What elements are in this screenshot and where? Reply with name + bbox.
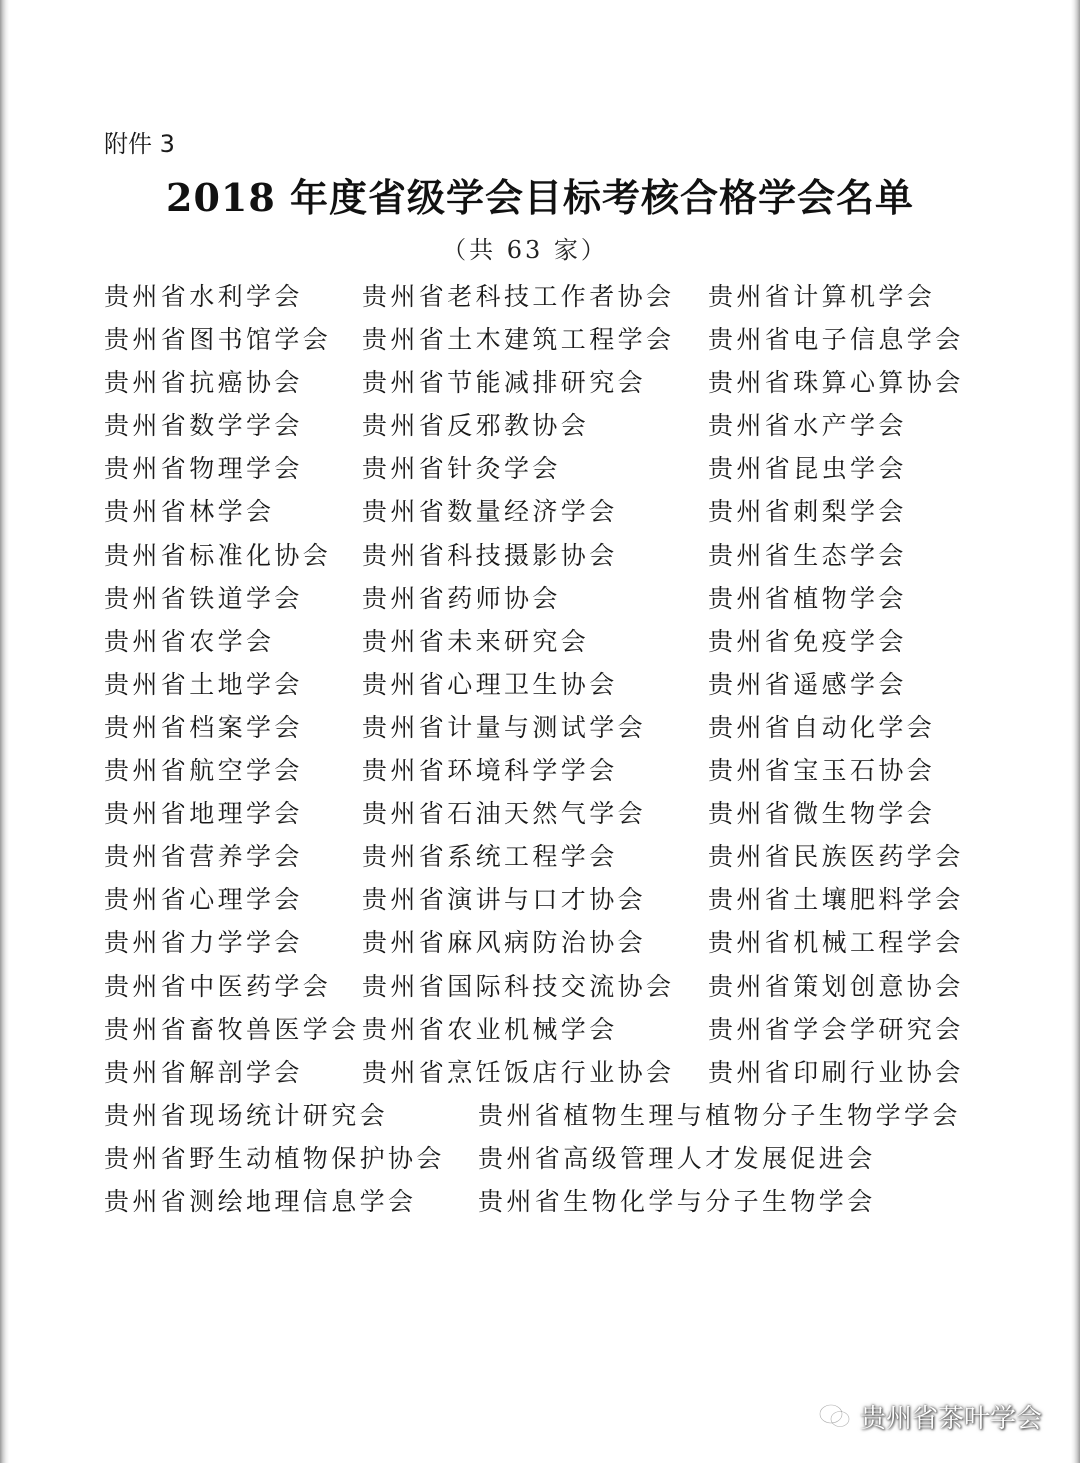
society-name: 贵州省中医药学会 <box>104 971 332 1001</box>
list-row-wide <box>104 1180 1004 1223</box>
society-name: 贵州省农业机械学会 <box>362 1014 618 1044</box>
list-row <box>104 921 1004 964</box>
wechat-icon <box>818 1402 852 1430</box>
society-name: 贵州省畜牧兽医学会 <box>104 1014 360 1044</box>
society-name: 贵州省图书馆学会 <box>104 325 332 355</box>
society-name: 贵州省环境科学学会 <box>362 756 618 786</box>
society-name: 贵州省标准化协会 <box>104 540 332 570</box>
list-row <box>104 706 1004 749</box>
society-name: 贵州省地理学会 <box>104 799 303 829</box>
list-row-wide <box>104 1137 1004 1180</box>
society-name: 贵州省免疫学会 <box>708 626 907 656</box>
society-name: 贵州省石油天然气学会 <box>362 799 647 829</box>
society-name: 贵州省物理学会 <box>104 454 303 484</box>
society-name: 贵州省机械工程学会 <box>708 928 964 958</box>
society-name: 贵州省印刷行业协会 <box>708 1057 964 1087</box>
society-name: 贵州省抗癌协会 <box>104 368 303 398</box>
list-row-wide <box>104 1094 1004 1137</box>
society-name: 贵州省心理卫生协会 <box>362 669 618 699</box>
society-name: 贵州省土地学会 <box>104 669 303 699</box>
attachment-label: 附件 3 <box>104 130 175 158</box>
list-row <box>104 534 1004 577</box>
society-name: 贵州省数量经济学会 <box>362 497 618 527</box>
list-row <box>104 792 1004 835</box>
list-row <box>104 749 1004 792</box>
society-name: 贵州省宝玉石协会 <box>708 756 936 786</box>
society-name: 贵州省刺梨学会 <box>708 497 907 527</box>
society-name: 贵州省老科技工作者协会 <box>362 282 675 311</box>
society-name: 贵州省水产学会 <box>708 411 907 441</box>
society-name: 贵州省林学会 <box>104 497 275 527</box>
society-name: 贵州省生态学会 <box>708 540 907 570</box>
society-name: 贵州省计量与测试学会 <box>362 712 647 742</box>
society-name: 贵州省节能减排研究会 <box>362 368 647 398</box>
list-row <box>104 878 1004 921</box>
society-name: 贵州省农学会 <box>104 626 275 656</box>
society-name: 贵州省计算机学会 <box>708 282 936 311</box>
watermark-text: 贵州省茶叶学会 <box>860 1403 1043 1434</box>
society-name: 贵州省科技摄影协会 <box>362 540 618 570</box>
society-name: 贵州省现场统计研究会 <box>104 1100 389 1130</box>
society-name: 贵州省土木建筑工程学会 <box>362 325 675 355</box>
society-name: 贵州省系统工程学会 <box>362 842 618 872</box>
society-name: 贵州省土壤肥料学会 <box>708 885 964 915</box>
wechat-watermark <box>818 1396 1042 1436</box>
society-name: 贵州省解剖学会 <box>104 1057 303 1087</box>
society-name: 贵州省营养学会 <box>104 842 303 872</box>
society-name: 贵州省针灸学会 <box>362 454 561 484</box>
society-name: 贵州省未来研究会 <box>362 626 590 656</box>
society-name: 贵州省心理学会 <box>104 885 303 915</box>
society-name: 贵州省铁道学会 <box>104 583 303 613</box>
list-row <box>104 620 1004 663</box>
society-name: 贵州省学会学研究会 <box>708 1014 964 1044</box>
list-row <box>104 404 1004 447</box>
society-name: 贵州省测绘地理信息学会 <box>104 1186 417 1216</box>
society-name: 贵州省药师协会 <box>362 583 561 613</box>
society-name: 贵州省档案学会 <box>104 712 303 742</box>
society-name: 贵州省植物学会 <box>708 583 907 613</box>
society-name: 贵州省昆虫学会 <box>708 454 907 484</box>
society-name: 贵州省航空学会 <box>104 756 303 786</box>
society-name: 贵州省国际科技交流协会 <box>362 971 675 1001</box>
document-title: 2018 年度省级学会目标考核合格学会名单 <box>166 175 914 220</box>
list-row <box>104 361 1004 404</box>
society-name: 贵州省策划创意协会 <box>708 971 964 1001</box>
list-row <box>104 490 1004 533</box>
list-row <box>104 275 1004 318</box>
list-row <box>104 447 1004 490</box>
list-row <box>104 1051 1004 1094</box>
society-name: 贵州省生物化学与分子生物学会 <box>478 1186 876 1216</box>
society-name: 贵州省微生物学会 <box>708 799 936 829</box>
society-name: 贵州省植物生理与植物分子生物学学会 <box>478 1100 961 1130</box>
society-name: 贵州省遥感学会 <box>708 669 907 699</box>
list-row <box>104 663 1004 706</box>
society-name: 贵州省演讲与口才协会 <box>362 885 647 915</box>
document-subtitle: （共 63 家） <box>442 236 608 264</box>
list-row <box>104 1008 1004 1051</box>
list-row <box>104 577 1004 620</box>
list-row <box>104 318 1004 361</box>
society-name: 贵州省数学学会 <box>104 411 303 441</box>
society-name: 贵州省水利学会 <box>104 282 303 311</box>
list-row <box>104 835 1004 878</box>
society-name: 贵州省力学学会 <box>104 928 303 958</box>
society-name: 贵州省电子信息学会 <box>708 325 964 355</box>
society-name: 贵州省野生动植物保护协会 <box>104 1143 445 1173</box>
society-name: 贵州省民族医药学会 <box>708 842 964 872</box>
society-name: 贵州省烹饪饭店行业协会 <box>362 1057 675 1087</box>
society-name: 贵州省自动化学会 <box>708 712 936 742</box>
society-name: 贵州省麻风病防治协会 <box>362 928 647 958</box>
society-name: 贵州省珠算心算协会 <box>708 368 964 398</box>
society-name: 贵州省反邪教协会 <box>362 411 590 441</box>
list-row <box>104 965 1004 1008</box>
society-list <box>104 275 1004 1223</box>
society-name: 贵州省高级管理人才发展促进会 <box>478 1143 876 1173</box>
